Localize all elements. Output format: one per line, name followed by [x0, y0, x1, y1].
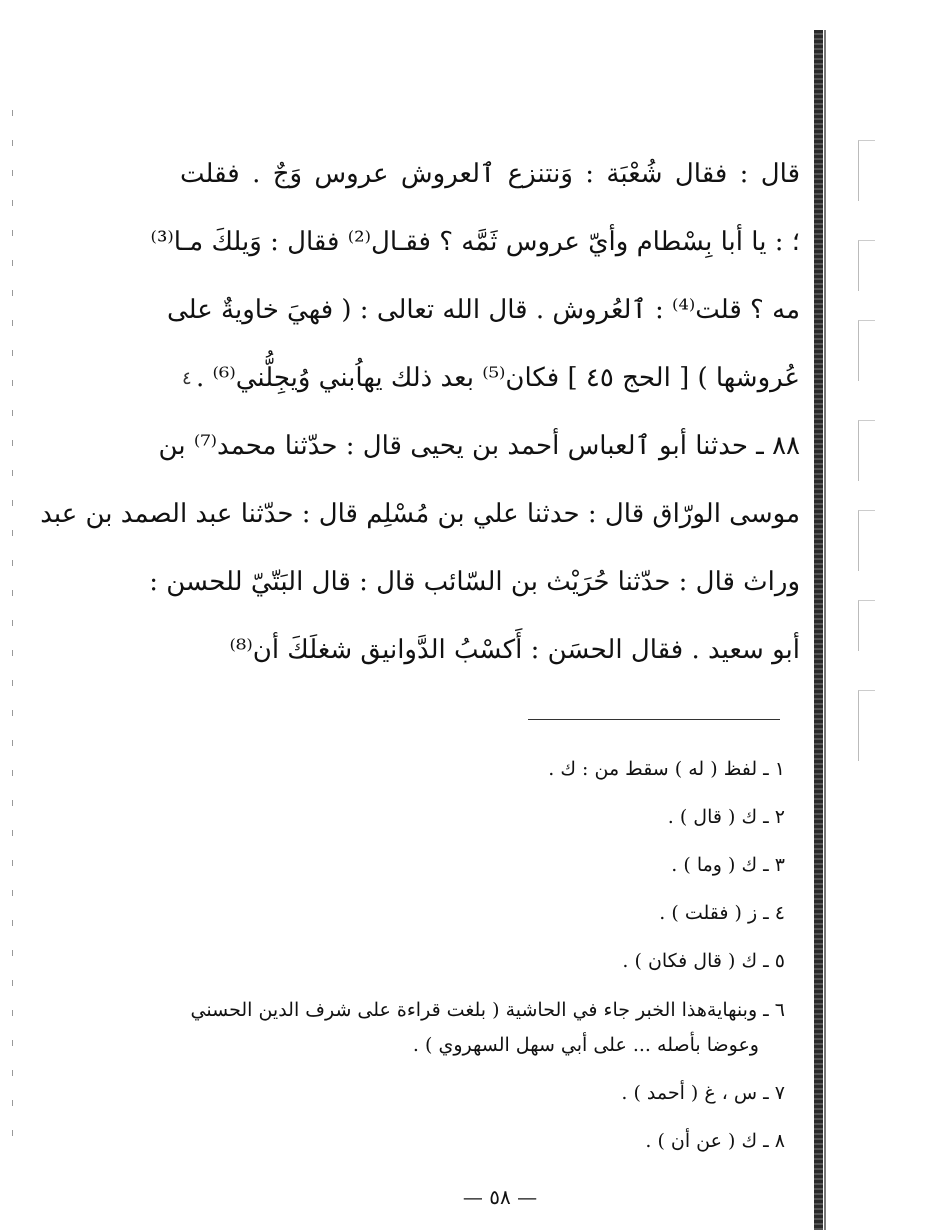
text-line: موسى الورّاق قال : حدثنا علي بن مُسْلِم قال : حدّثنا عبد الصمد بن عبد — [40, 499, 800, 529]
binding-edge — [814, 30, 823, 1230]
text-line: قال : فقال شُعْبَة : وَنتنزع ٱلعروش عروس وَجٌ . فقلت — [180, 159, 800, 189]
footnote: ٢ ـ ك ( قال ) . — [667, 806, 785, 828]
footnote: ١ ـ لفظ ( له ) سقط من : ك . — [548, 758, 785, 780]
footnote-separator — [528, 719, 780, 720]
footnotes-block — [180, 745, 785, 1165]
text-line: ؛ : يا أبا بِسْطام وأيّ عروس ثَمَّه ؟ فقـال⁽²⁾ فقال : وَيلكَ مـا⁽³⁾ — [150, 227, 800, 257]
text-line: ٨٨ ـ حدثنا أبو ٱلعباس أحمد بن يحيى قال : حدّثنا محمد⁽⁷⁾ بن — [158, 431, 800, 461]
scan-edge-line — [12, 110, 13, 1160]
footnote: ٣ ـ ك ( وما ) . — [671, 854, 785, 876]
margin-marks — [858, 0, 888, 1230]
footnote: ٦ ـ وبنهايةهذا الخبر جاء في الحاشية ( بلغت قراءة على شرف الدين الحسني — [190, 999, 785, 1021]
stray-margin-mark: ٤ — [182, 368, 192, 389]
footnote: ٨ ـ ك ( عن أن ) . — [645, 1130, 785, 1152]
text-line: عُروشها ) [ الحج ٤٥ ] فكان⁽⁵⁾ بعد ذلك يهاُبني وُيجِلُّني⁽⁶⁾ . — [195, 363, 800, 393]
text-line: مه ؟ قلت⁽⁴⁾ : ٱلعُروش . قال الله تعالى : ( فهيَ خاويةٌ على — [167, 295, 800, 325]
text-line: أبو سعيد . فقال الحسَن : أَكسْبُ الدَّوانيق شغلَكَ أن⁽⁸⁾ — [229, 635, 800, 665]
footnote: ٤ ـ ز ( فقلت ) . — [659, 902, 785, 924]
main-text-block — [40, 140, 800, 684]
footnote-continuation: وعوضا بأصله ... على أبي سهل السهروي ) . — [412, 1034, 759, 1056]
footnote: ٥ ـ ك ( قال فكان ) . — [622, 950, 785, 972]
text-line: وراث قال : حدّثنا حُرَيْث بن السّائب قال : قال البَتّيّ للحسن : — [149, 567, 800, 597]
footnote: ٧ ـ س ، غ ( أحمد ) . — [621, 1082, 785, 1104]
page-number: — ٥٨ — — [462, 1185, 538, 1209]
